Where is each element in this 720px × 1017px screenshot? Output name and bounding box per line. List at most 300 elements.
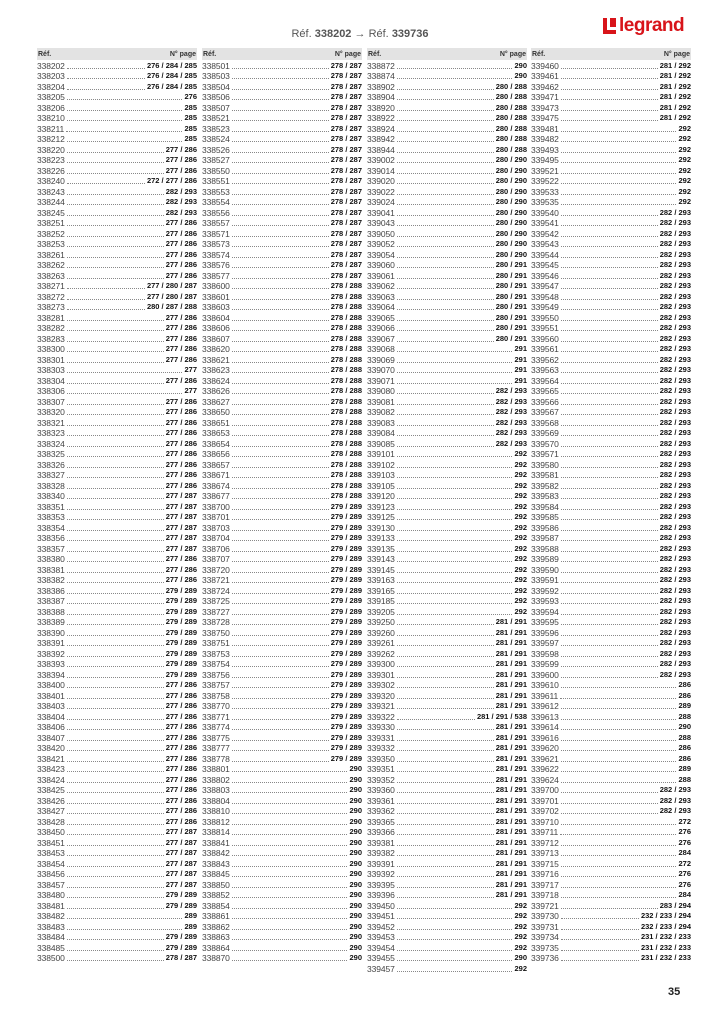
index-row [202, 281, 362, 292]
dot-leader [561, 162, 677, 163]
page-reference: 282 / 293 [659, 617, 691, 626]
dot-leader [232, 152, 329, 153]
dot-leader [397, 456, 513, 457]
index-row [202, 869, 362, 880]
reference-number: 339360 [367, 785, 395, 795]
reference-number: 339163 [367, 575, 395, 585]
dot-leader [397, 372, 513, 373]
index-row [367, 564, 527, 575]
reference-number: 338380 [37, 554, 65, 564]
dot-leader [67, 876, 164, 877]
page-reference: 277 / 287 [165, 533, 197, 542]
dot-leader [397, 519, 513, 520]
reference-number: 339381 [367, 837, 395, 848]
index-row [531, 858, 691, 869]
legrand-mark-icon [603, 18, 616, 34]
index-row [37, 869, 197, 880]
index-row [202, 186, 362, 197]
dot-leader [232, 183, 329, 184]
reference-number: 339721 [531, 900, 559, 911]
dot-leader [232, 845, 348, 846]
reference-number: 339730 [531, 911, 559, 921]
reference-number: 338904 [367, 92, 395, 102]
page-reference: 277 / 286 [165, 344, 197, 353]
reference-number: 338870 [202, 953, 230, 963]
dot-leader [232, 173, 329, 174]
dot-leader [397, 960, 513, 961]
index-row [531, 186, 691, 197]
dot-leader [232, 225, 329, 226]
dot-leader [232, 624, 329, 625]
index-row [531, 669, 691, 680]
reference-number: 339322 [367, 711, 395, 722]
index-row [531, 92, 691, 103]
dot-leader [67, 719, 164, 720]
reference-number: 338778 [202, 753, 230, 764]
reference-number: 338394 [37, 669, 65, 680]
dot-leader [561, 488, 658, 489]
page-reference: 282 / 293 [659, 249, 691, 259]
reference-number: 338850 [202, 879, 230, 890]
page-reference: 291 [514, 344, 527, 353]
page-reference: 282 / 293 [659, 638, 691, 647]
dot-leader [232, 488, 329, 489]
page-reference: 231 / 232 / 233 [640, 942, 691, 952]
reference-number: 339014 [367, 165, 395, 176]
page-reference: 277 / 287 [165, 879, 197, 889]
reference-number: 338426 [37, 795, 65, 806]
page-reference: 282 / 293 [659, 585, 691, 595]
index-row [367, 333, 527, 344]
reference-number: 338651 [202, 417, 230, 428]
index-row [367, 291, 527, 302]
page-reference: 292 [514, 533, 527, 542]
page-reference: 279 / 289 [330, 585, 362, 595]
dot-leader [561, 614, 658, 615]
page-reference: 282 / 293 [659, 596, 691, 605]
index-row [37, 480, 197, 491]
page-reference: 279 / 289 [330, 564, 362, 574]
reference-number: 338650 [202, 407, 230, 417]
page-reference: 278 / 287 [330, 260, 362, 269]
dot-leader [561, 309, 658, 310]
reference-number: 338703 [202, 522, 230, 533]
index-row [531, 207, 691, 218]
index-row [202, 564, 362, 575]
page-reference: 288 [678, 711, 691, 721]
title-from-ref: 338202 [314, 28, 352, 40]
index-row [202, 585, 362, 596]
dot-leader [561, 603, 658, 604]
index-row [531, 680, 691, 691]
dot-leader [397, 383, 513, 384]
dot-leader [67, 257, 164, 258]
dot-leader [561, 729, 677, 730]
index-row [531, 144, 691, 155]
reference-number: 338657 [202, 459, 230, 470]
index-row [37, 291, 197, 302]
dot-leader [561, 89, 658, 90]
index-row [367, 617, 527, 628]
page-reference: 278 / 287 [330, 92, 362, 101]
index-row [367, 249, 527, 260]
reference-number: 338814 [202, 827, 230, 837]
reference-number: 339701 [531, 795, 559, 806]
reference-number: 339457 [367, 963, 395, 974]
page-reference: 279 / 289 [165, 606, 197, 616]
dot-leader [232, 645, 329, 646]
dot-leader [232, 425, 329, 426]
dot-leader [232, 204, 329, 205]
index-row [367, 795, 527, 806]
index-column-1 [37, 48, 197, 963]
reference-number: 338721 [202, 575, 230, 585]
page-reference: 277 / 286 [165, 564, 197, 574]
reference-number: 338203 [37, 71, 65, 81]
index-row [367, 554, 527, 565]
dot-leader [67, 887, 164, 888]
reference-number: 338457 [37, 879, 65, 890]
reference-number: 338456 [37, 869, 65, 879]
page-reference: 281 / 291 [495, 764, 527, 773]
page-reference: 282 / 293 [165, 197, 197, 206]
reference-number: 339063 [367, 291, 395, 302]
reference-number: 338400 [37, 680, 65, 690]
index-row [202, 239, 362, 250]
index-row [202, 680, 362, 691]
page-reference: 285 [184, 123, 197, 133]
dot-leader [561, 393, 658, 394]
dot-leader [397, 215, 494, 216]
page-reference: 276 [678, 837, 691, 847]
dot-leader [561, 246, 658, 247]
index-row [37, 533, 197, 544]
reference-number: 339622 [531, 764, 559, 774]
page-reference: 292 [514, 512, 527, 521]
index-row [367, 848, 527, 859]
index-row [202, 743, 362, 754]
reference-number: 338251 [37, 218, 65, 228]
page-reference: 292 [514, 606, 527, 616]
index-row [37, 522, 197, 533]
page-reference: 277 / 287 [165, 543, 197, 553]
page-reference: 292 [514, 522, 527, 532]
reference-number: 338724 [202, 585, 230, 596]
reference-number: 339731 [531, 921, 559, 932]
page-reference: 278 / 288 [330, 281, 362, 290]
page-reference: 278 / 288 [330, 396, 362, 406]
reference-number: 339591 [531, 575, 559, 585]
page-reference: 282 / 293 [659, 270, 691, 280]
reference-number: 339054 [367, 249, 395, 260]
page-reference: 278 / 288 [330, 344, 362, 353]
dot-leader [397, 278, 494, 279]
page-reference: 278 / 288 [330, 407, 362, 416]
dot-leader [561, 708, 677, 709]
dot-leader [67, 593, 164, 594]
index-row [367, 501, 527, 512]
index-row [202, 344, 362, 355]
ref-column-header: Réf. [532, 50, 546, 58]
reference-number: 338404 [37, 711, 65, 722]
index-row [37, 81, 197, 92]
dot-leader [561, 435, 658, 436]
column-header [202, 48, 362, 60]
page-reference: 278 / 288 [330, 449, 362, 458]
index-row [367, 722, 527, 733]
dot-leader [67, 404, 164, 405]
page-reference: 282 / 293 [659, 470, 691, 479]
reference-number: 338845 [202, 869, 230, 879]
reference-number: 338777 [202, 743, 230, 753]
dot-leader [232, 320, 329, 321]
dot-leader [67, 330, 164, 331]
page-reference: 277 / 286 [165, 774, 197, 784]
page-reference: 282 / 293 [659, 795, 691, 805]
reference-number: 338677 [202, 491, 230, 501]
reference-number: 338423 [37, 764, 65, 774]
dot-leader [397, 761, 494, 762]
reference-number: 338620 [202, 344, 230, 354]
page-reference: 280 / 290 [495, 165, 527, 175]
page-reference: 279 / 289 [330, 533, 362, 542]
dot-leader [232, 918, 348, 919]
index-row [37, 365, 197, 376]
reference-number: 338301 [37, 354, 65, 365]
page-reference: 282 / 293 [659, 806, 691, 815]
index-row [367, 753, 527, 764]
page-reference: 277 / 286 [165, 459, 197, 469]
page-reference: 281 / 291 [495, 806, 527, 815]
reference-number: 338205 [37, 92, 65, 102]
index-row [531, 617, 691, 628]
reference-number: 339250 [367, 617, 395, 627]
page-reference: 277 / 280 / 287 [146, 281, 197, 290]
index-row [531, 270, 691, 281]
reference-number: 339462 [531, 81, 559, 92]
index-row [37, 606, 197, 617]
page-reference: 282 / 293 [659, 512, 691, 521]
page-reference: 278 / 287 [330, 228, 362, 238]
reference-number: 339736 [531, 953, 559, 963]
reference-number: 338300 [37, 344, 65, 354]
index-row [37, 165, 197, 176]
page-reference: 292 [514, 491, 527, 500]
dot-leader [232, 897, 348, 898]
page-reference: 282 / 293 [165, 207, 197, 217]
dot-leader [232, 498, 329, 499]
dot-leader [561, 78, 658, 79]
dot-leader [397, 183, 494, 184]
page-reference: 291 [514, 365, 527, 374]
dot-leader [232, 131, 329, 132]
reference-number: 339125 [367, 512, 395, 522]
page-reference: 281 / 291 [495, 753, 527, 763]
page-reference: 277 / 287 [165, 827, 197, 836]
page-reference: 279 / 289 [165, 932, 197, 941]
index-row [37, 501, 197, 512]
reference-number: 339081 [367, 396, 395, 407]
page-reference: 282 / 293 [495, 396, 527, 406]
index-row [531, 81, 691, 92]
dot-leader [397, 551, 513, 552]
reference-number: 339085 [367, 438, 395, 449]
page-reference: 289 [678, 764, 691, 773]
index-row [37, 186, 197, 197]
reference-number: 338273 [37, 302, 65, 312]
page-reference: 277 [184, 386, 197, 395]
page-reference: 277 / 286 [165, 764, 197, 773]
dot-leader [67, 456, 164, 457]
page-reference: 277 / 287 [165, 512, 197, 521]
reference-number: 338626 [202, 386, 230, 396]
page-reference: 280 / 290 [495, 218, 527, 227]
index-row [37, 512, 197, 523]
index-row [37, 92, 197, 103]
index-row [202, 375, 362, 386]
page-reference: 282 / 293 [659, 228, 691, 238]
dot-leader [67, 698, 164, 699]
dot-leader [67, 288, 145, 289]
page-column-header: N° page [169, 50, 196, 58]
index-row [37, 932, 197, 943]
page-reference: 279 / 289 [330, 596, 362, 605]
dot-leader [232, 782, 348, 783]
index-row [531, 522, 691, 533]
dot-leader [561, 404, 658, 405]
page-reference: 289 [184, 921, 197, 931]
reference-number: 339545 [531, 260, 559, 270]
reference-number: 338576 [202, 260, 230, 270]
page-reference: 277 / 286 [165, 249, 197, 259]
index-row [37, 837, 197, 848]
page-reference: 280 / 291 [495, 260, 527, 269]
page-column-header: N° page [663, 50, 690, 58]
reference-number: 338387 [37, 596, 65, 606]
index-row [202, 228, 362, 239]
reference-number: 339547 [531, 281, 559, 291]
index-row [531, 260, 691, 271]
page-reference: 280 / 291 [495, 323, 527, 332]
dot-leader [561, 467, 658, 468]
index-row [202, 659, 362, 670]
page-reference: 278 / 288 [330, 417, 362, 427]
index-row [202, 501, 362, 512]
dot-leader [397, 194, 494, 195]
dot-leader [67, 246, 164, 247]
reference-number: 338774 [202, 722, 230, 732]
dot-leader [67, 141, 183, 142]
page-reference: 278 / 288 [330, 386, 362, 395]
dot-leader [561, 120, 658, 121]
page-reference: 278 / 287 [330, 60, 362, 70]
index-row [367, 932, 527, 943]
page-reference: 281 / 291 [495, 774, 527, 784]
page-reference: 288 [678, 774, 691, 784]
page-reference: 277 / 286 [165, 375, 197, 385]
index-row [531, 123, 691, 134]
index-row [202, 365, 362, 376]
dot-leader [67, 435, 164, 436]
reference-number: 338841 [202, 837, 230, 848]
dot-leader [561, 288, 658, 289]
index-row [202, 722, 362, 733]
index-row [37, 638, 197, 649]
dot-leader [397, 887, 494, 888]
page-reference: 282 / 293 [659, 218, 691, 227]
reference-number: 338326 [37, 459, 65, 470]
index-row [37, 407, 197, 418]
page-reference: 278 / 287 [330, 239, 362, 248]
index-row [202, 764, 362, 775]
reference-number: 338388 [37, 606, 65, 617]
index-row [531, 312, 691, 323]
page-reference: 277 / 286 [165, 407, 197, 416]
reference-number: 338775 [202, 732, 230, 743]
dot-leader [397, 824, 494, 825]
dot-leader [397, 876, 494, 877]
page-reference: 277 / 286 [165, 743, 197, 752]
dot-leader [561, 824, 677, 825]
page-reference: 276 / 284 / 285 [146, 81, 197, 91]
dot-leader [232, 698, 329, 699]
page-reference: 292 [678, 197, 691, 206]
reference-number: 338483 [37, 921, 65, 932]
page-reference: 292 [514, 596, 527, 605]
dot-leader [397, 645, 494, 646]
dot-leader [397, 131, 494, 132]
page-reference: 278 / 288 [330, 491, 362, 500]
index-row [531, 795, 691, 806]
page-reference: 290 [349, 921, 362, 931]
dot-leader [561, 929, 639, 930]
index-row [37, 176, 197, 187]
reference-number: 338577 [202, 270, 230, 281]
index-row [531, 165, 691, 176]
dot-leader [67, 908, 164, 909]
reference-number: 339541 [531, 218, 559, 228]
index-row [202, 858, 362, 869]
page-reference: 278 / 288 [330, 333, 362, 343]
dot-leader [561, 362, 658, 363]
page-reference: 279 / 289 [330, 522, 362, 532]
page-reference: 282 / 293 [659, 533, 691, 542]
page-reference: 281 / 291 [495, 795, 527, 805]
dot-leader [397, 236, 494, 237]
dot-leader [561, 719, 677, 720]
dot-leader [397, 939, 513, 940]
index-row [202, 249, 362, 260]
index-row [531, 711, 691, 722]
index-row [202, 732, 362, 743]
dot-leader [561, 750, 677, 751]
index-column-3 [367, 48, 527, 974]
index-row [37, 596, 197, 607]
page-reference: 282 / 293 [659, 407, 691, 416]
reference-number: 339069 [367, 354, 395, 365]
dot-leader [561, 666, 658, 667]
index-row [367, 428, 527, 439]
dot-leader [67, 635, 164, 636]
index-row [531, 932, 691, 943]
page-reference: 281 / 291 [495, 690, 527, 700]
dot-leader [397, 918, 513, 919]
index-row [202, 270, 362, 281]
dot-leader [397, 698, 494, 699]
index-row [531, 627, 691, 638]
page-reference: 292 [514, 585, 527, 595]
reference-number: 339082 [367, 407, 395, 417]
